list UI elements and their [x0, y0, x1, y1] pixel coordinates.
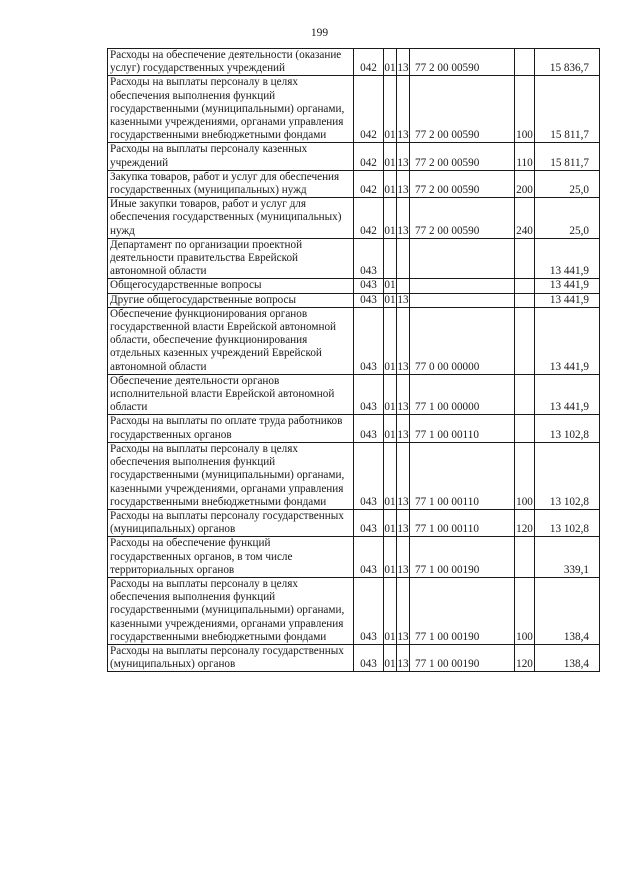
table-row: [108, 238, 600, 279]
ministry-code-cell: 042: [354, 49, 384, 76]
expense-type-cell: [515, 537, 535, 578]
subsection-code-cell: 13: [397, 170, 410, 197]
table-row: [108, 644, 600, 671]
amount-cell: 13 102,8: [535, 442, 600, 509]
subsection-code-cell: 13: [397, 143, 410, 170]
table-row: [108, 198, 600, 239]
expense-type-cell: [515, 293, 535, 307]
ministry-code-cell: 043: [354, 279, 384, 293]
item-name-cell: Расходы на выплаты персоналу в целях обеспечения выполнения функций государственными (муниципальными) органами, казенными учреждениями, органами управления государственными внебюджетными фондами: [108, 442, 354, 509]
section-code-cell: [384, 238, 397, 279]
target-article-cell: 77 1 00 00190: [410, 537, 515, 578]
ministry-code-cell: 043: [354, 374, 384, 415]
amount-cell: 13 441,9: [535, 374, 600, 415]
table-row: [108, 49, 600, 76]
table-row: [108, 537, 600, 578]
target-article-cell: 77 2 00 00590: [410, 170, 515, 197]
expense-type-cell: 100: [515, 577, 535, 644]
section-code-cell: 01: [384, 509, 397, 536]
expense-type-cell: [515, 238, 535, 279]
target-article-cell: 77 1 00 00110: [410, 509, 515, 536]
table-row: [108, 76, 600, 143]
subsection-code-cell: 13: [397, 442, 410, 509]
item-name-cell: Департамент по организации проектной деятельности правительства Еврейской автономной области: [108, 238, 354, 279]
ministry-code-cell: 043: [354, 442, 384, 509]
section-code-cell: 01: [384, 374, 397, 415]
target-article-cell: [410, 293, 515, 307]
target-article-cell: [410, 279, 515, 293]
item-name-cell: Обеспечение функционирования органов государственной власти Еврейской автономной области, обеспечение функционирования отдельных казенных учреждений Еврейской автономной области: [108, 307, 354, 374]
page-number: 199: [310, 27, 329, 39]
table-row: [108, 170, 600, 197]
ministry-code-cell: 043: [354, 537, 384, 578]
ministry-code-cell: 042: [354, 143, 384, 170]
ministry-code-cell: 043: [354, 238, 384, 279]
table-row: [108, 143, 600, 170]
expense-type-cell: 100: [515, 442, 535, 509]
target-article-cell: 77 1 00 00190: [410, 577, 515, 644]
ministry-code-cell: 043: [354, 577, 384, 644]
ministry-code-cell: 042: [354, 76, 384, 143]
amount-cell: 15 811,7: [535, 143, 600, 170]
expense-type-cell: 110: [515, 143, 535, 170]
section-code-cell: 01: [384, 76, 397, 143]
item-name-cell: Расходы на выплаты персоналу государственных (муниципальных) органов: [108, 509, 354, 536]
target-article-cell: [410, 238, 515, 279]
amount-cell: 13 441,9: [535, 238, 600, 279]
expense-type-cell: [515, 415, 535, 442]
section-code-cell: 01: [384, 644, 397, 671]
amount-cell: 13 102,8: [535, 509, 600, 536]
target-article-cell: 77 1 00 00110: [410, 415, 515, 442]
expense-type-cell: 200: [515, 170, 535, 197]
section-code-cell: 01: [384, 279, 396, 292]
subsection-code-cell: 13: [397, 374, 410, 415]
amount-cell: 138,4: [535, 644, 600, 671]
subsection-code-cell: 13: [397, 293, 409, 306]
ministry-code-cell: 043: [354, 293, 384, 307]
subsection-code-cell: 13: [397, 415, 410, 442]
amount-cell: 138,4: [535, 577, 600, 644]
item-name-cell: Расходы на выплаты персоналу казенных учреждений: [108, 143, 354, 170]
section-code-cell: 01: [384, 170, 397, 197]
target-article-cell: 77 1 00 00190: [410, 644, 515, 671]
target-article-cell: 77 1 00 00000: [410, 374, 515, 415]
subsection-code-cell: 13: [397, 537, 410, 578]
section-code-cell: 01: [384, 49, 397, 76]
amount-cell: 13 441,9: [535, 293, 600, 307]
section-code-cell: 01: [384, 537, 397, 578]
item-name-cell: Иные закупки товаров, работ и услуг для обеспечения государственных (муниципальных) нужд: [108, 198, 354, 239]
expense-type-cell: [515, 279, 535, 293]
section-code-cell: 01: [384, 293, 396, 306]
ministry-code-cell: 043: [354, 509, 384, 536]
item-name-cell: Расходы на выплаты персоналу в целях обеспечения выполнения функций государственными (муниципальными) органами, казенными учреждениями, органами управления государственными внебюджетными фондами: [108, 76, 354, 143]
target-article-cell: 77 2 00 00590: [410, 143, 515, 170]
item-name-cell: Обеспечение деятельности органов исполнительной власти Еврейской автономной области: [108, 374, 354, 415]
item-name-cell: Расходы на выплаты персоналу государственных (муниципальных) органов: [108, 644, 354, 671]
expense-type-cell: 240: [515, 198, 535, 239]
target-article-cell: 77 2 00 00590: [410, 49, 515, 76]
budget-table: [107, 48, 600, 672]
expense-type-cell: 100: [515, 76, 535, 143]
item-name-cell: Другие общегосударственные вопросы: [108, 293, 354, 307]
ministry-code-cell: 042: [354, 170, 384, 197]
item-name-cell: Расходы на обеспечение функций государственных органов, в том числе территориальных органов: [108, 537, 354, 578]
amount-cell: 25,0: [535, 198, 600, 239]
table-row: [108, 577, 600, 644]
ministry-code-cell: 043: [354, 644, 384, 671]
ministry-code-cell: 043: [354, 307, 384, 374]
amount-cell: 13 441,9: [535, 307, 600, 374]
subsection-code-cell: 13: [397, 509, 410, 536]
item-name-cell: Расходы на выплаты персоналу в целях обеспечения выполнения функций государственными (муниципальными) органами, казенными учреждениями, органами управления государственными внебюджетными фондами: [108, 577, 354, 644]
target-article-cell: 77 2 00 00590: [410, 198, 515, 239]
expense-type-cell: [515, 49, 535, 76]
subsection-code-cell: 13: [397, 577, 410, 644]
amount-cell: 13 102,8: [535, 415, 600, 442]
ministry-code-cell: 042: [354, 198, 384, 239]
amount-cell: 13 441,9: [535, 279, 600, 293]
subsection-code-cell: 13: [397, 76, 410, 143]
amount-cell: 15 811,7: [535, 76, 600, 143]
table-row: [108, 307, 600, 374]
table-row: [108, 442, 600, 509]
table-row: [108, 374, 600, 415]
expense-type-cell: [515, 307, 535, 374]
section-code-cell: 01: [384, 442, 397, 509]
target-article-cell: 77 2 00 00590: [410, 76, 515, 143]
target-article-cell: 77 1 00 00110: [410, 442, 515, 509]
table-row: [108, 509, 600, 536]
amount-cell: 15 836,7: [535, 49, 600, 76]
item-name-cell: Закупка товаров, работ и услуг для обеспечения государственных (муниципальных) нужд: [108, 170, 354, 197]
amount-cell: 25,0: [535, 170, 600, 197]
table-row: [108, 415, 600, 442]
subsection-code-cell: 13: [397, 644, 410, 671]
section-code-cell: 01: [384, 307, 397, 374]
item-name-cell: Расходы на выплаты по оплате труда работников государственных органов: [108, 415, 354, 442]
item-name-cell: Общегосударственные вопросы: [108, 279, 354, 293]
table-row: [108, 293, 600, 307]
expense-type-cell: [515, 374, 535, 415]
subsection-code-cell: 13: [397, 198, 410, 239]
expense-type-cell: 120: [515, 644, 535, 671]
section-code-cell: 01: [384, 415, 397, 442]
section-code-cell: 01: [384, 198, 397, 239]
section-code-cell: 01: [384, 143, 397, 170]
item-name-cell: Расходы на обеспечение деятельности (оказание услуг) государственных учреждений: [108, 49, 354, 76]
ministry-code-cell: 043: [354, 415, 384, 442]
expense-type-cell: 120: [515, 509, 535, 536]
table-row: [108, 279, 600, 293]
amount-cell: 339,1: [535, 537, 600, 578]
section-code-cell: 01: [384, 577, 397, 644]
subsection-code-cell: [397, 238, 410, 279]
subsection-code-cell: [397, 279, 410, 293]
subsection-code-cell: 13: [397, 49, 410, 76]
subsection-code-cell: 13: [397, 307, 410, 374]
budget-table-body: [108, 49, 600, 672]
target-article-cell: 77 0 00 00000: [410, 307, 515, 374]
